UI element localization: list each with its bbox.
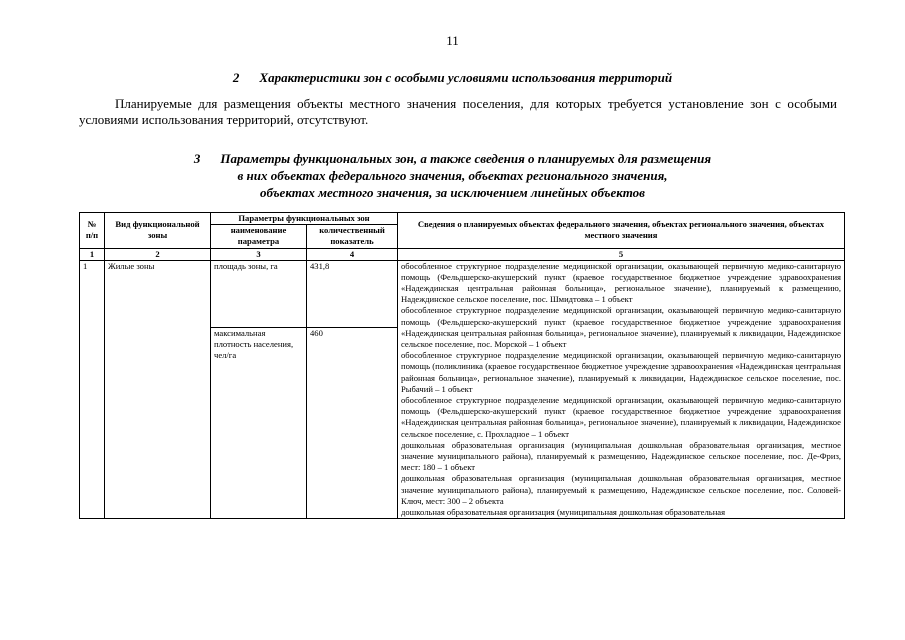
section-2-number: 2 bbox=[232, 70, 240, 85]
param-2-value: 460 bbox=[307, 328, 398, 519]
header-param-name: наименование параметра bbox=[211, 225, 307, 248]
info-item: дошкольная образовательная организация (муниципальная дошкольная образовательная организация, местное значение муниципального района), планируемый к размещению, Надеждинское сельское поселение, пос. Де-Фриз, мест: 180 – 1 объект bbox=[401, 439, 841, 473]
table-column-numbers bbox=[80, 248, 845, 260]
info-item: обособленное структурное подразделение медицинской организации, оказывающей первичную медико-санитарную помощь (поликлиника (краевое государственное бюджетное учреждение здравоохранения «Надеждинская центральная районная больница», региональное значение), планируемый к ликвидации, Надеждинское сельское поселение, пос. Рыбачий – 1 объект bbox=[401, 350, 841, 394]
section-3-title-line-2: в них объектах федерального значения, объектах регионального значения, bbox=[237, 168, 668, 183]
info-item: обособленное структурное подразделение медицинской организации, оказывающей первичную медико-санитарную помощь (Фельдшерско-акушерский пункт (краевое государственное бюджетное учреждение здравоохранения «Надеждинская центральная районная больница», региональное значение), планируемый к ликвидации, Надеждинское сельское поселение, пос. Морской – 1 объект bbox=[401, 305, 841, 350]
section-2-heading bbox=[0, 70, 905, 86]
header-num: № п/п bbox=[80, 213, 105, 249]
functional-zones-table bbox=[79, 212, 845, 519]
info-item: дошкольная образовательная организация (муниципальная дошкольная образовательная организация, местное значение муниципального района), планируемый к размещению, Надеждинское сельское поселение, пос. Соловей-Ключ, мест: 300 – 2 объекта bbox=[401, 473, 841, 506]
param-1-value: 431,8 bbox=[307, 260, 398, 327]
header-info: Сведения о планируемых объектах федерального значения, объектах регионального значения, объектах местного значения bbox=[398, 213, 845, 249]
header-param-value: количественный показатель bbox=[307, 225, 398, 248]
row-info bbox=[398, 260, 845, 519]
info-item: обособленное структурное подразделение медицинской организации, оказывающей первичную медико-санитарную помощь (Фельдшерско-акушерский пункт (краевое государственное бюджетное учреждение здравоохранения «Надеждинская центральная районная больница», региональное значение), планируемый к ликвидации, Надеждинское сельское поселение, с. Прохладное – 1 объект bbox=[401, 395, 841, 439]
table-row bbox=[80, 260, 845, 327]
section-2-paragraph: Планируемые для размещения объекты местного значения поселения, для которых требуется установление зон с особыми условиями использования территорий, отсутствуют. bbox=[79, 96, 837, 127]
section-3-title-line-3: объектах местного значения, за исключением линейных объектов bbox=[260, 185, 645, 200]
row-zone: Жилые зоны bbox=[105, 260, 211, 519]
section-3-number: 3 bbox=[193, 151, 201, 166]
table-header-row-1 bbox=[80, 213, 845, 225]
row-num: 1 bbox=[80, 260, 105, 519]
column-number: 5 bbox=[398, 248, 845, 260]
column-number: 1 bbox=[80, 248, 105, 260]
header-zone-type: Вид функциональной зоны bbox=[105, 213, 211, 249]
section-3-title-line-1: 3 Параметры функциональных зон, а также сведения о планируемых для размещения bbox=[193, 151, 712, 166]
column-number: 4 bbox=[307, 248, 398, 260]
column-number: 2 bbox=[105, 248, 211, 260]
section-2-title: Характеристики зон с особыми условиями использования территорий bbox=[259, 70, 673, 85]
column-number: 3 bbox=[211, 248, 307, 260]
param-1-name: площадь зоны, га bbox=[211, 260, 307, 327]
header-params-group: Параметры функциональных зон bbox=[211, 213, 398, 225]
page-bottom-margin bbox=[0, 578, 905, 640]
section-3-heading bbox=[0, 150, 905, 201]
info-item: обособленное структурное подразделение медицинской организации, оказывающей первичную медико-санитарную помощь (Фельдшерско-акушерский пункт (краевое государственное бюджетное учреждение здравоохранения «Надеждинская центральная районная больница», региональное значение), планируемый к размещению, Надеждинское сельское поселение, пос. Шмидтовка – 1 объект bbox=[401, 260, 841, 305]
page-number: 11 bbox=[446, 33, 459, 48]
param-2-name: максимальная плотность населения, чел/га bbox=[211, 328, 307, 519]
info-item: дошкольная образовательная организация (муниципальная дошкольная образовательная bbox=[401, 507, 726, 518]
